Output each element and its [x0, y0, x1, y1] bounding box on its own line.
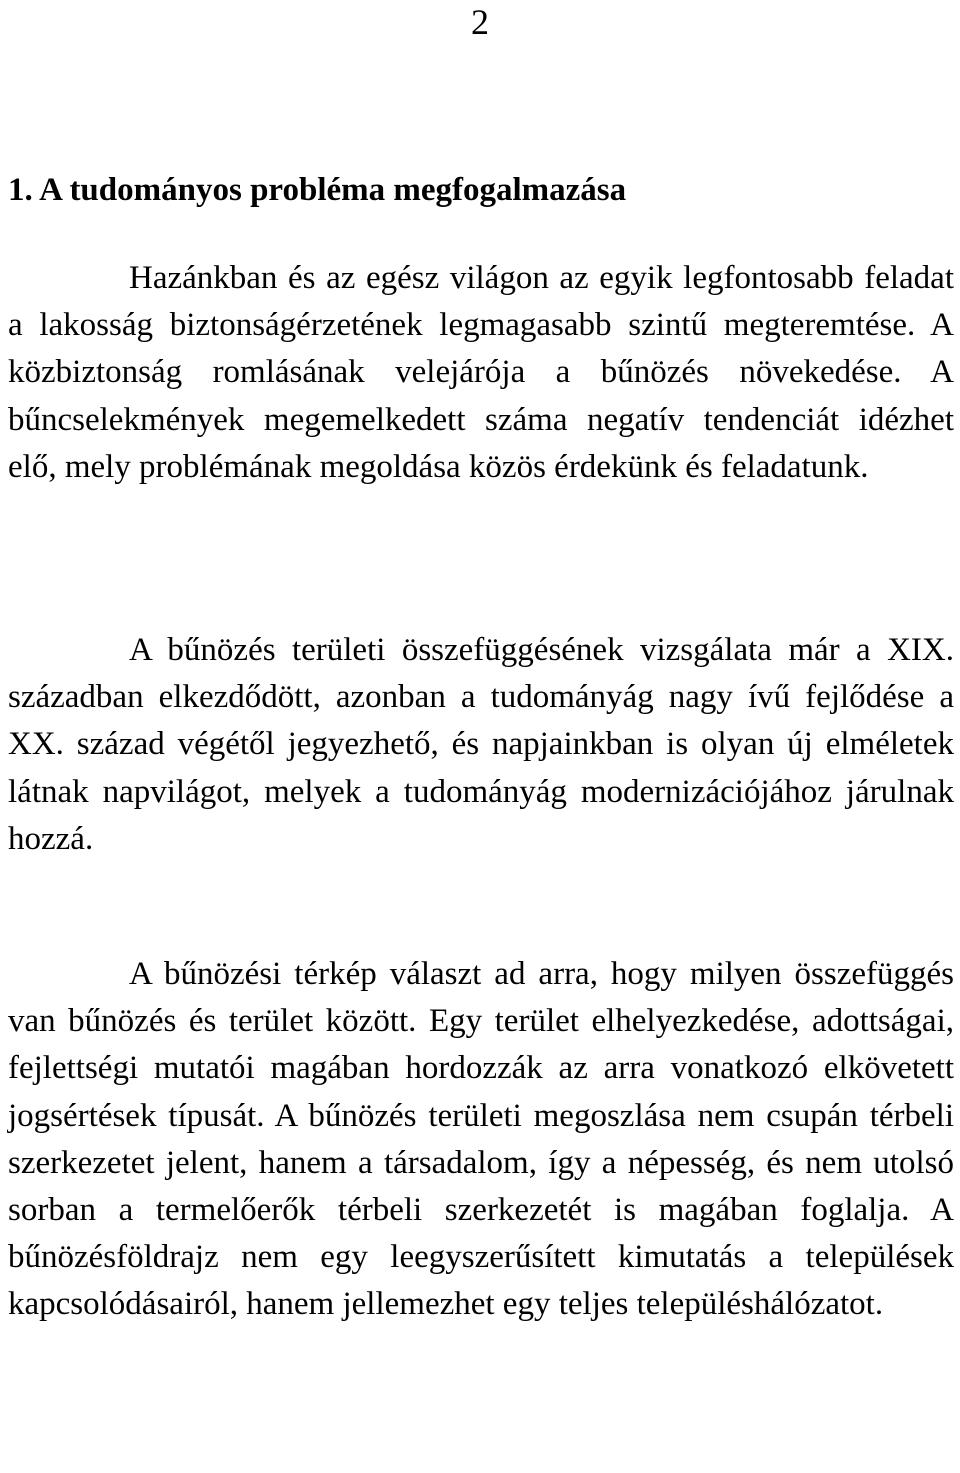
paragraph-3: A bűnözési térkép választ ad arra, hogy milyen összefüggés van bűnözés és terület között. Egy terület elhelyezkedése, adottságai, fejlettségi mutatói magában hordozzák az arra vonatkozó elkövetett jogsértések típusát. A bűnözés területi megoszlása nem csupán térbeli szerkezetet jelent, hanem a társadalom, így a népesség, és nem utolsó sorban a termelőerők térbeli szerkezetét is magában foglalja. A bűnözésföldrajz nem egy leegyszerűsített kimutatás a települések kapcsolódásairól, hanem jellemezhet egy teljes településhálózatot. [8, 956, 954, 1323]
paragraph-2: A bűnözés területi összefüggésének vizsgálata már a XIX. században elkezdődött, azonban a tudományág nagy ívű fejlődése a XX. század végétől jegyezhető, és napjainkban is olyan új elméletek látnak napvilágot, melyek a tudományág modernizációjához járulnak hozzá. [8, 632, 954, 857]
page-number: 2 [471, 2, 489, 42]
section-heading: 1. A tudományos probléma megfogalmazása [8, 172, 627, 208]
paragraph-1: Hazánkban és az egész világon az egyik legfontosabb feladat a lakosság biztonságérzetének legmagasabb szintű megteremtése. A közbiztonság romlásának velejárója a bűnözés növekedése. A bűncselekmények megemelkedett száma negatív tendenciát idézhet elő, mely problémának megoldása közös érdekünk és feladatunk. [8, 260, 954, 485]
